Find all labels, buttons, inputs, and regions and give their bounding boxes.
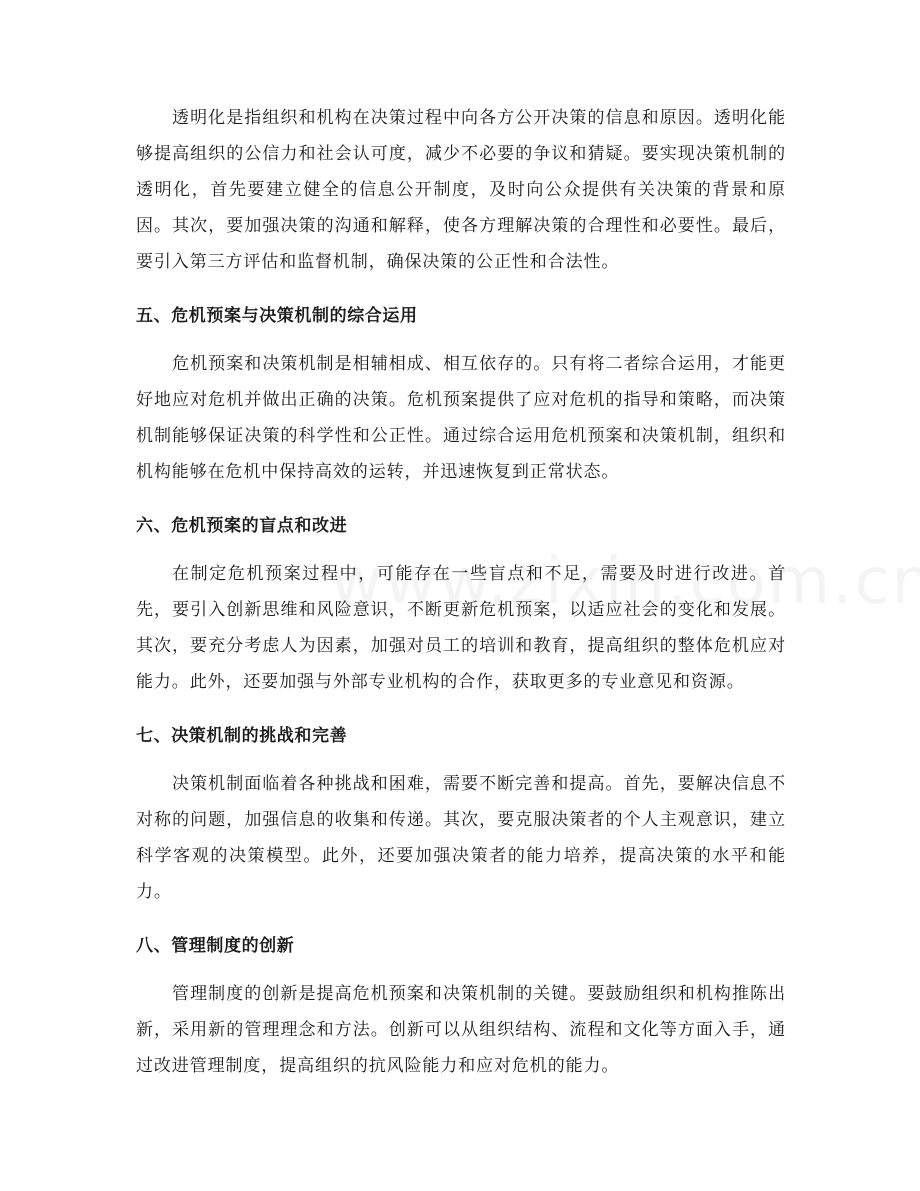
- paragraph-section-7: 决策机制面临着各种挑战和困难，需要不断完善和提高。首先，要解决信息不对称的问题，加强信息的收集和传递。其次，要克服决策者的个人主观意识，建立科学客观的决策模型。此外，还要加强决策者的能力培养，提高决策的水平和能力。: [136, 774, 786, 902]
- paragraph-section-6: 在制定危机预案过程中，可能存在一些盲点和不足，需要及时进行改进。首先，要引入创新思维和风险意识，不断更新危机预案，以适应社会的变化和发展。其次，要充分考虑人为因素，加强对员工的培训和教育，提高组织的整体危机应对能力。此外，还要加强与外部专业机构的合作，获取更多的专业意见和资源。: [136, 564, 786, 692]
- section-heading-6: 六、危机预案的盲点和改进: [136, 516, 348, 536]
- section-heading-5: 五、危机预案与决策机制的综合运用: [136, 306, 418, 326]
- document-body: [136, 100, 786, 1084]
- section-heading-7: 七、决策机制的挑战和完善: [136, 726, 348, 746]
- paragraph-transparency: 透明化是指组织和机构在决策过程中向各方公开决策的信息和原因。透明化能够提高组织的公信力和社会认可度，减少不必要的争议和猜疑。要实现决策机制的透明化，首先要建立健全的信息公开制度，及时向公众提供有关决策的背景和原因。其次，要加强决策的沟通和解释，使各方理解决策的合理性和必要性。最后，要引入第三方评估和监督机制，确保决策的公正性和合法性。: [136, 108, 786, 272]
- paragraph-section-5: 危机预案和决策机制是相辅相成、相互依存的。只有将二者综合运用，才能更好地应对危机并做出正确的决策。危机预案提供了应对危机的指导和策略，而决策机制能够保证决策的科学性和公正性。通过综合运用危机预案和决策机制，组织和机构能够在危机中保持高效的运转，并迅速恢复到正常状态。: [136, 354, 786, 482]
- paragraph-section-8: 管理制度的创新是提高危机预案和决策机制的关键。要鼓励组织和机构推陈出新，采用新的管理理念和方法。创新可以从组织结构、流程和文化等方面入手，通过改进管理制度，提高组织的抗风险能力和应对危机的能力。: [136, 984, 786, 1076]
- section-heading-8: 八、管理制度的创新: [136, 936, 295, 956]
